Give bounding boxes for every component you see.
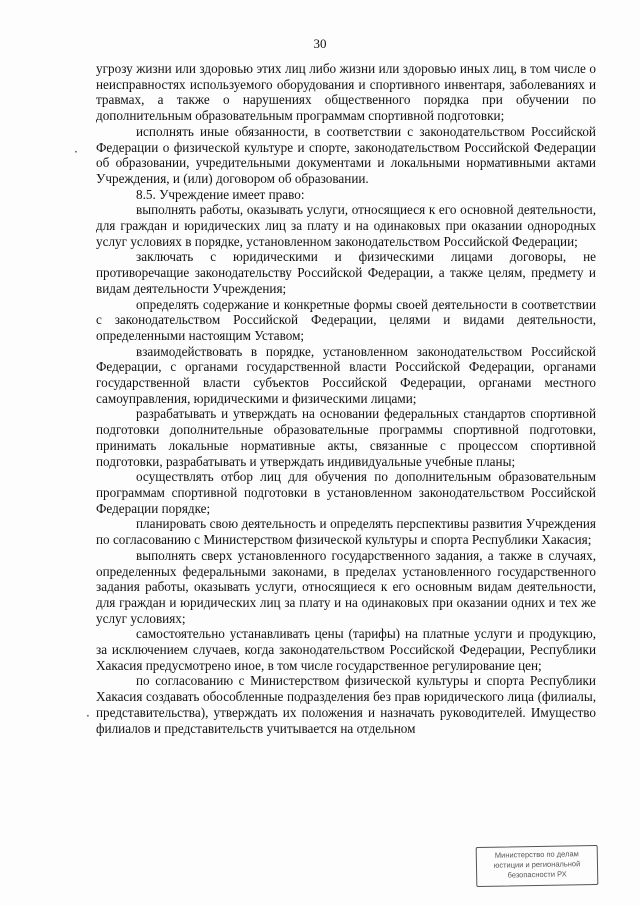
paragraph: определять содержание и конкретные формы своей деятельности в соответствии с законодательством Российской Федерации, целями и видами деятельности, определенными настоящим Уставом; xyxy=(96,296,596,343)
paragraph: осуществлять отбор лиц для обучения по дополнительным образовательным программам спортивной подготовки в установленном законодательством Российской Федерации порядке; xyxy=(96,469,596,516)
stamp-line: Министерство по делам xyxy=(494,849,579,860)
paragraph: взаимодействовать в порядке, установленном законодательством Российской Федерации, с органами государственной власти Российской Федерации, органами государственной власти субъектов Российской Федерации, органами местного самоуправления, юридическими и физическими лицами; xyxy=(96,343,596,406)
margin-mark: · xyxy=(86,709,90,723)
paragraph: выполнять сверх установленного государственного задания, а также в случаях, определенных федеральными законами, в пределах установленного государственного задания работы, оказывать услуги, относящиеся к его основным видам деятельности, для граждан и юридических лиц за плату и на одинаковых при оказании одних и тех же услуг условиях; xyxy=(96,547,596,626)
stamp-line: безопасности РХ xyxy=(507,869,567,880)
document-body xyxy=(96,61,596,736)
paragraph: самостоятельно устанавливать цены (тарифы) на платные услуги и продукцию, за исключением случаев, когда законодательством Российской Федерации, Республики Хакасия предусмотрено иное, в том числе государственное регулирование цен; xyxy=(96,626,596,673)
paragraph: по согласованию с Министерством физической культуры и спорта Республики Хакасия создавать обособленные подразделения без прав юридического лица (филиалы, представительства), утверждать их положения и назначать руководителей. Имущество филиалов и представительств учитывается на отдельном xyxy=(96,673,596,736)
paragraph: планировать свою деятельность и определять перспективы развития Учреждения по согласованию с Министерством физической культуры и спорта Республики Хакасия; xyxy=(96,516,596,548)
paragraph: заключать с юридическими и физическими лицами договоры, не противоречащие законодательству Российской Федерации, а также целям, предмету и видам деятельности Учреждения; xyxy=(96,249,596,296)
paragraph: разрабатывать и утверждать на основании федеральных стандартов спортивной подготовки дополнительные образовательные программы спортивной подготовки, принимать локальные нормативные акты, связанные с процессом спортивной подготовки, разрабатывать и утверждать индивидуальные учебные планы; xyxy=(96,406,596,469)
paragraph: выполнять работы, оказывать услуги, относящиеся к его основной деятельности, для граждан и юридических лиц за плату и на одинаковых при оказании однородных услуг условиях в порядке, установленном законодательством Российской Федерации; xyxy=(96,202,596,249)
margin-mark: · xyxy=(74,145,78,159)
ministry-stamp xyxy=(476,845,599,887)
stamp-line: юстиции и региональной xyxy=(493,859,581,870)
paragraph: исполнять иные обязанности, в соответствии с законодательством Российской Федерации о физической культуре и спорте, законодательством Российской Федерации об образовании, учредительными документами и локальными нормативными актами Учреждения, и (или) договором об образовании. xyxy=(96,123,596,186)
paragraph: угрозу жизни или здоровью этих лиц либо жизни или здоровью иных лиц, в том числе о неисправностях используемого оборудования и спортивного инвентаря, заболеваниях и травмах, а также о нарушениях общественного порядка при обучении по дополнительным образовательным программам спортивной подготовки; xyxy=(96,61,596,124)
page-number: 30 xyxy=(313,36,327,51)
paragraph: 8.5. Учреждение имеет право: xyxy=(136,186,305,202)
